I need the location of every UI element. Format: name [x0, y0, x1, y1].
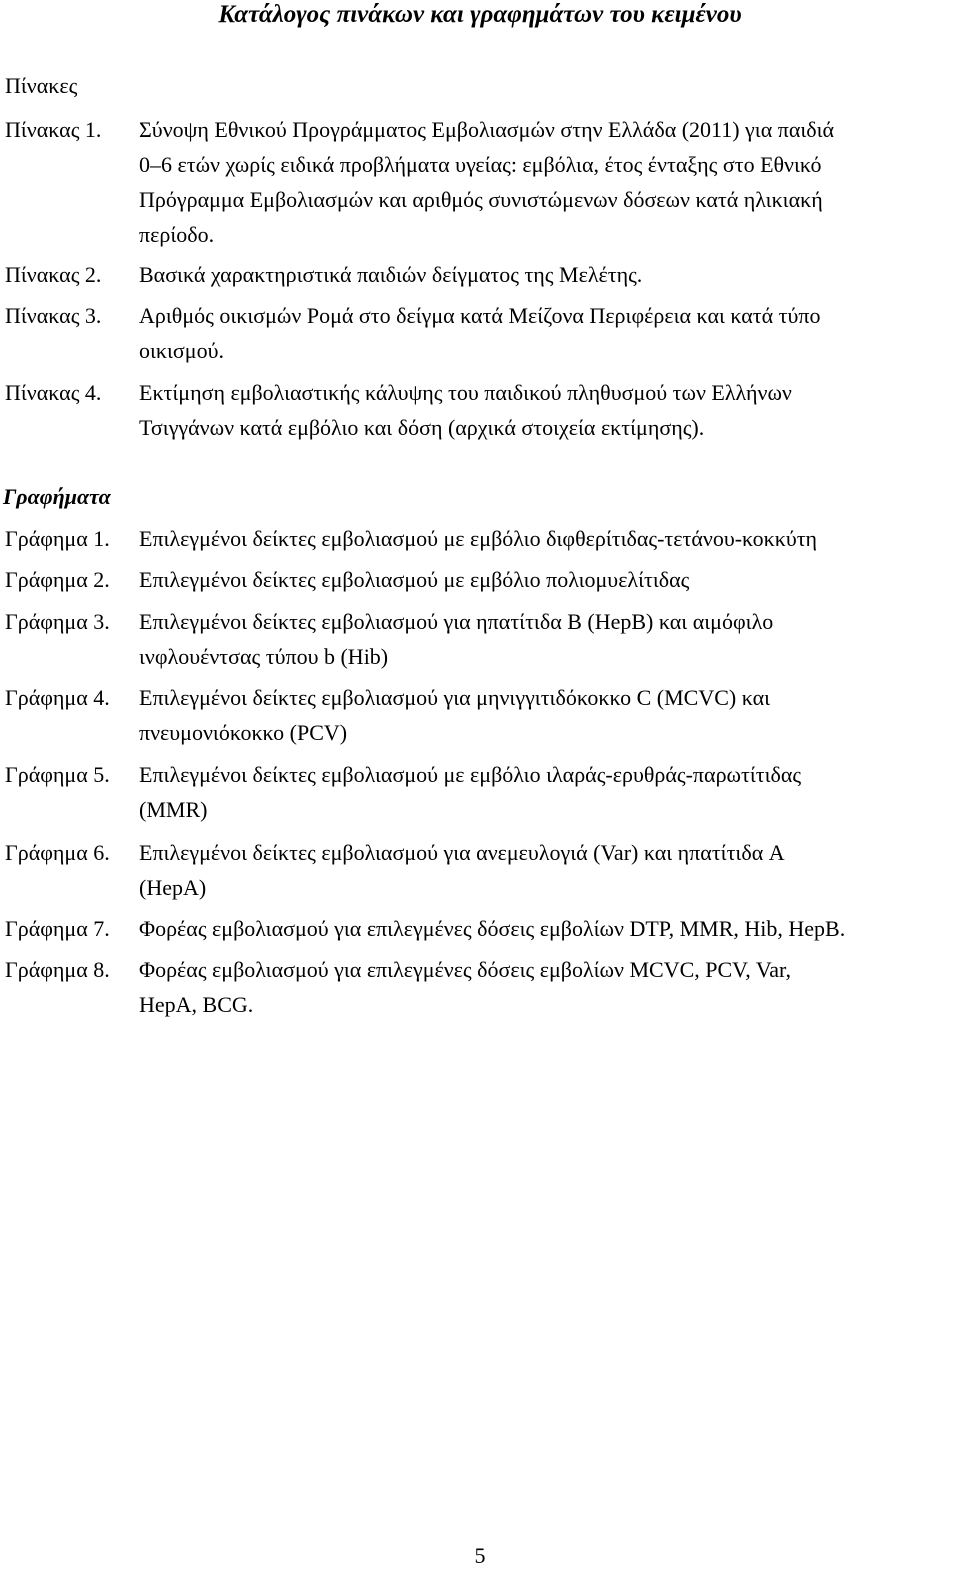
table-entry-line: Βασικά χαρακτηριστικά παιδιών δείγματος της Μελέτης. [139, 262, 643, 287]
table-entry-label: Πίνακας 3. [5, 303, 102, 328]
table-entry-line: Τσιγγάνων κατά εμβόλιο και δόση (αρχικά στοιχεία εκτίμησης). [139, 415, 705, 440]
tables-heading: Πίνακες [5, 73, 78, 98]
chart-entry-label: Γράφημα 6. [5, 840, 110, 865]
table-entry-label: Πίνακας 4. [5, 380, 102, 405]
chart-entry-label: Γράφημα 5. [5, 762, 110, 787]
chart-entry-text [139, 757, 956, 827]
chart-entry-label: Γράφημα 7. [5, 916, 110, 941]
table-entry-label: Πίνακας 2. [5, 262, 102, 287]
chart-entry-text [139, 680, 956, 750]
chart-entry-line: Επιλεγμένοι δείκτες εμβολιασμού για ανεμευλογιά (Var) και ηπατίτιδα A [139, 840, 785, 865]
chart-entry-text [139, 911, 960, 946]
table-entry-label: Πίνακας 1. [5, 117, 102, 142]
chart-entry-line: HepA, BCG. [139, 992, 254, 1017]
chart-entry-label: Γράφημα 8. [5, 957, 110, 982]
chart-entry-line: Φορέας εμβολιασμού για επιλεγμένες δόσεις εμβολίων DTP, MMR, Hib, HepB. [139, 916, 846, 941]
table-entry-line: οικισμού. [139, 338, 224, 363]
table-entry-text [139, 375, 956, 445]
chart-entry-line: Φορέας εμβολιασμού για επιλεγμένες δόσεις εμβολίων MCVC, PCV, Var, [139, 957, 791, 982]
chart-entry-line: Επιλεγμένοι δείκτες εμβολιασμού για μηνιγγιτιδόκοκκο C (MCVC) και [139, 685, 771, 710]
page-number: 5 [474, 1543, 486, 1568]
chart-entry-line: Επιλεγμένοι δείκτες εμβολιασμού με εμβόλιο πολιομυελίτιδας [139, 567, 690, 592]
chart-entry-line: (HepA) [139, 875, 207, 900]
chart-entry-label: Γράφημα 2. [5, 567, 110, 592]
chart-entry-label: Γράφημα 3. [5, 609, 110, 634]
chart-entry-line: Επιλεγμένοι δείκτες εμβολιασμού με εμβόλιο ιλαράς-ερυθράς-παρωτίτιδας [139, 762, 802, 787]
chart-entry-text [139, 604, 956, 674]
chart-entry-text [139, 562, 956, 597]
chart-entry-label: Γράφημα 1. [5, 526, 110, 551]
table-entry-text [139, 257, 956, 292]
table-entry-line: Πρόγραμμα Εμβολιασμών και αριθμός συνιστώμενων δόσεων κατά ηλικιακή [139, 187, 823, 212]
table-entry-line: Σύνοψη Εθνικού Προγράμματος Εμβολιασμών στην Ελλάδα (2011) για παιδιά [139, 117, 835, 142]
chart-entry-line: Επιλεγμένοι δείκτες εμβολιασμού με εμβόλιο διφθερίτιδας-τετάνου-κοκκύτη [139, 526, 818, 551]
table-entry-line: περίοδο. [139, 222, 215, 247]
chart-entry-text [139, 952, 956, 1022]
table-entry-line: Εκτίμηση εμβολιαστικής κάλυψης του παιδικού πληθυσμού των Ελλήνων [139, 380, 792, 405]
chart-entry-line: (MMR) [139, 797, 208, 822]
table-entry-line: 0–6 ετών χωρίς ειδικά προβλήματα υγείας: εμβόλια, έτος ένταξης στο Εθνικό [139, 152, 822, 177]
chart-entry-label: Γράφημα 4. [5, 685, 110, 710]
table-entry-line: Αριθμός οικισμών Ρομά στο δείγμα κατά Μείζονα Περιφέρεια και κατά τύπο [139, 303, 821, 328]
chart-entry-line: πνευμονιόκοκκο (PCV) [139, 720, 348, 745]
table-entry-text [139, 298, 956, 368]
chart-entry-line: Επιλεγμένοι δείκτες εμβολιασμού για ηπατίτιδα Β (HepB) και αιμόφιλο [139, 609, 774, 634]
table-entry-text [139, 112, 956, 252]
page-title: Κατάλογος πινάκων και γραφημάτων του κειμένου [218, 1, 742, 28]
chart-entry-line: ινφλουέντσας τύπου b (Hib) [139, 644, 389, 669]
chart-entry-text [139, 521, 956, 556]
chart-entry-text [139, 835, 956, 905]
charts-heading: Γραφήματα [3, 484, 111, 509]
